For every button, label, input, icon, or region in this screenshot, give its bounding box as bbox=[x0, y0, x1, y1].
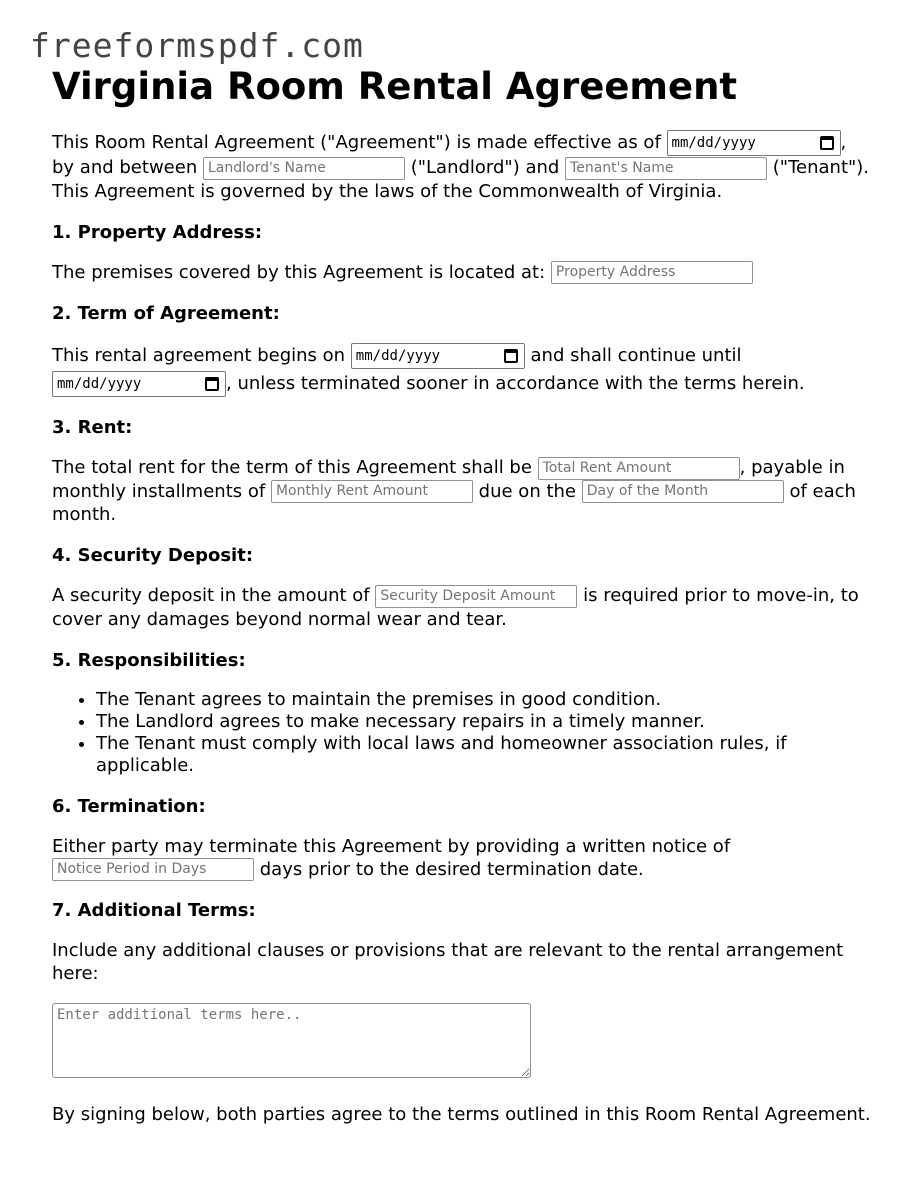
additional-text: Include any additional clauses or provisions that are relevant to the rental arrangement here: bbox=[52, 940, 844, 984]
section-heading-termination: 6. Termination: bbox=[52, 795, 206, 817]
total-rent-input[interactable]: Total Rent Amount bbox=[538, 457, 740, 480]
watermark: freeformspdf.com bbox=[30, 26, 364, 65]
rent-text-1: The total rent for the term of this Agreement shall be bbox=[52, 457, 532, 478]
agreement-form bbox=[52, 64, 872, 1126]
term-text-1: This rental agreement begins on bbox=[52, 345, 346, 366]
intro-paragraph bbox=[52, 130, 872, 203]
deposit-text-2: is required prior to move-in, to bbox=[583, 585, 859, 606]
deposit-text-3: cover any damages beyond normal wear and tear. bbox=[52, 608, 507, 630]
section-heading-deposit: 4. Security Deposit: bbox=[52, 545, 254, 566]
term-text-2: and shall continue until bbox=[530, 345, 742, 366]
responsibilities-list bbox=[52, 689, 872, 777]
calendar-icon[interactable] bbox=[820, 136, 834, 150]
property-paragraph bbox=[52, 261, 872, 285]
additional-terms-textarea[interactable] bbox=[52, 1003, 531, 1078]
intro-text-3: by and between bbox=[52, 157, 198, 178]
security-deposit-input[interactable]: Security Deposit Amount bbox=[375, 585, 577, 608]
rent-text-3: monthly installments of bbox=[52, 480, 266, 502]
term-paragraph bbox=[52, 342, 872, 398]
effective-date-input[interactable] bbox=[667, 130, 841, 156]
list-item: • The Landlord agrees to make necessary repairs in a timely manner. bbox=[96, 711, 872, 733]
section-heading-additional: 7. Additional Terms: bbox=[52, 900, 256, 921]
tenant-name-input[interactable]: Tenant's Name bbox=[565, 157, 767, 180]
termination-paragraph bbox=[52, 835, 872, 882]
property-text: The premises covered by this Agreement is located at: bbox=[52, 261, 546, 283]
date-placeholder: mm/dd/yyyy bbox=[671, 134, 756, 151]
rent-paragraph bbox=[52, 456, 872, 526]
intro-text-5: ("Tenant"). bbox=[772, 157, 870, 178]
intro-text-6: This Agreement is governed by the laws of the Commonwealth of Virginia. bbox=[52, 180, 723, 202]
intro-comma: , bbox=[840, 132, 847, 153]
rent-text-6: month. bbox=[52, 504, 117, 525]
monthly-rent-input[interactable]: Monthly Rent Amount bbox=[271, 480, 473, 503]
calendar-icon[interactable] bbox=[205, 377, 219, 391]
intro-text-1: This Room Rental Agreement ("Agreement") is made effective as of bbox=[52, 132, 661, 153]
section-heading-responsibilities: 5. Responsibilities: bbox=[52, 649, 246, 671]
term-text-3: , unless terminated sooner in accordance with the terms herein. bbox=[226, 373, 805, 394]
page-title: Virginia Room Rental Agreement bbox=[52, 65, 738, 108]
section-heading-rent: 3. Rent: bbox=[52, 417, 133, 438]
termination-text-1: Either party may terminate this Agreement by providing a written notice of bbox=[52, 835, 731, 857]
notice-period-input[interactable]: Notice Period in Days bbox=[52, 858, 254, 881]
list-item: • The Tenant agrees to maintain the premises in good condition. bbox=[96, 689, 872, 711]
section-heading-property: 1. Property Address: bbox=[52, 221, 263, 243]
list-item: • The Tenant must comply with local laws and homeowner association rules, if applicable. bbox=[96, 733, 872, 777]
intro-text-4: ("Landlord") and bbox=[410, 157, 560, 178]
date-placeholder: mm/dd/yyyy bbox=[57, 376, 142, 392]
deposit-text-1: A security deposit in the amount of bbox=[52, 585, 370, 606]
calendar-icon[interactable] bbox=[504, 349, 518, 363]
section-heading-term: 2. Term of Agreement: bbox=[52, 303, 280, 324]
start-date-input[interactable] bbox=[351, 343, 525, 369]
closing-statement: By signing below, both parties agree to the terms outlined in this Room Rental Agreement. bbox=[52, 1104, 871, 1125]
rent-text-4: due on the bbox=[478, 480, 576, 502]
day-of-month-input[interactable]: Day of the Month bbox=[582, 480, 784, 503]
end-date-input[interactable] bbox=[52, 371, 226, 397]
landlord-name-input[interactable]: Landlord's Name bbox=[203, 157, 405, 180]
rent-text-2: , payable in bbox=[739, 457, 845, 478]
termination-text-2: days prior to the desired termination date. bbox=[259, 858, 644, 880]
deposit-paragraph bbox=[52, 584, 872, 631]
rent-text-5: of each bbox=[789, 480, 856, 502]
date-placeholder: mm/dd/yyyy bbox=[355, 348, 441, 364]
property-address-input[interactable]: Property Address bbox=[551, 261, 753, 284]
